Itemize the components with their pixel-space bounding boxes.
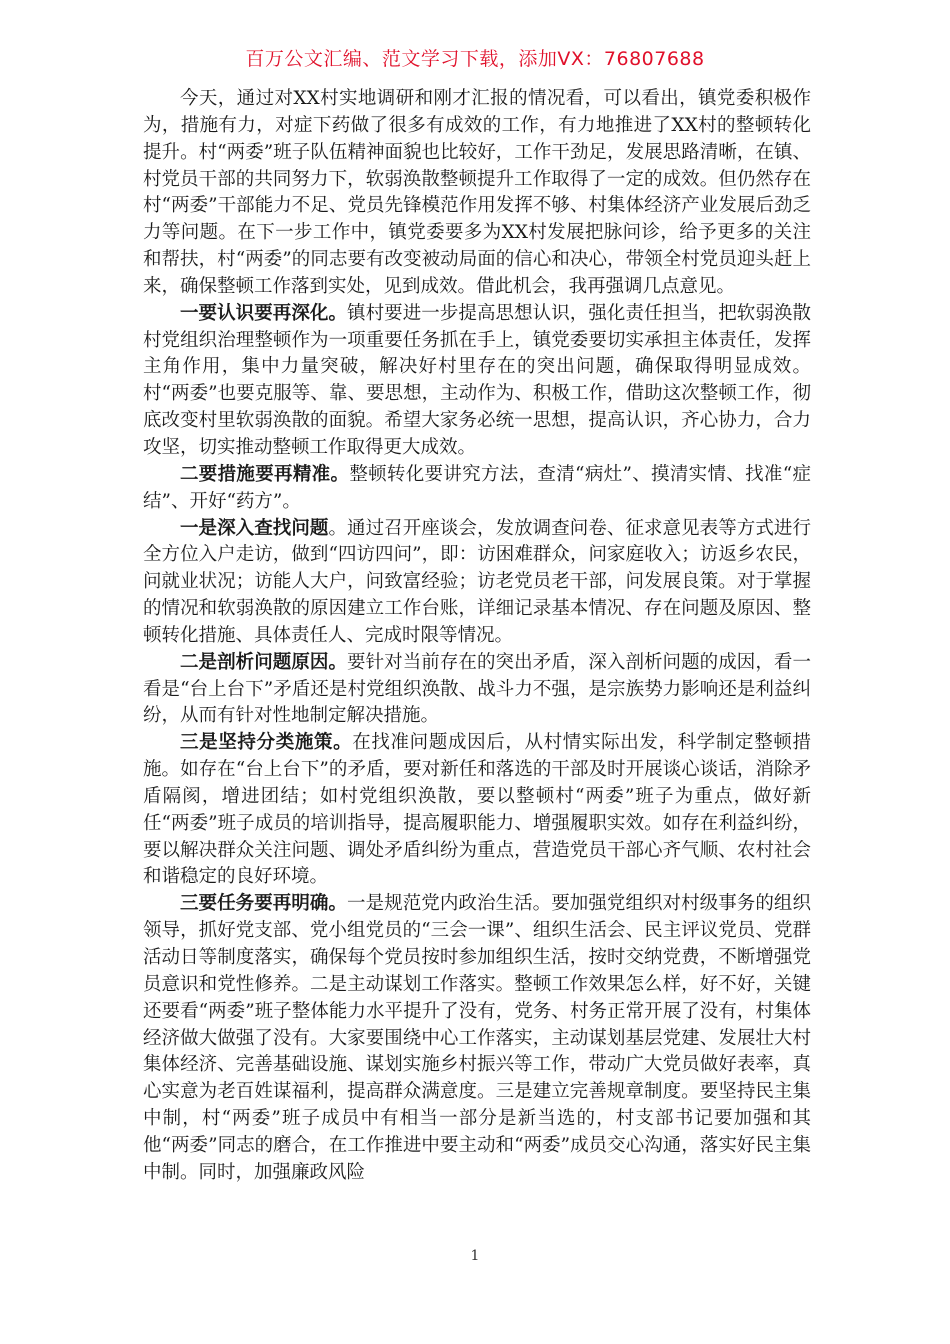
- paragraph-point-3: [143, 891, 811, 1186]
- paragraph-text: 在找准问题成因后，从村情实际出发，科学制定整顿措施。如存在“台上台下”的矛盾，要对新任和落选的干部及时开展谈心谈话，消除矛盾隔阂，增进团结；如村党组织涣散，要以整顿村“两委”班子为重点，做好新任“两委”班子成员的培训指导，提高履职能力、增强履职实效。如存在利益纠纷，要以解决群众关注问题、调处矛盾纠纷为重点，营造党员干部心齐气顺、农村社会和谐稳定的良好环境。: [143, 732, 811, 888]
- paragraph-heading: 三是坚持分类施策。: [180, 732, 353, 754]
- paragraph-text: 今天，通过对XX村实地调研和刚才汇报的情况看，可以看出，镇党委积极作为，措施有力，对症下药做了很多有成效的工作，有力地推进了XX村的整顿转化提升。村“两委”班子队伍精神面貌也比较好，工作干劲足，发展思路清晰，在镇、村党员干部的共同努力下，软弱涣散整顿提升工作取得了一定的成效。但仍然存在村“两委”干部能力不足、党员先锋模范作用发挥不够、村集体经济产业发展后劲乏力等问题。在下一步工作中，镇党委要多为XX村发展把脉问诊，给予更多的关注和帮扶，村“两委”的同志要有改变被动局面的信心和决心，带领全村党员迎头赶上来，确保整顿工作落到实处，见到成效。借此机会，我再强调几点意见。: [143, 88, 811, 297]
- paragraph-point-1: [143, 301, 811, 462]
- page-number: 1: [470, 1248, 480, 1264]
- page-header-banner: 百万公文汇编、范文学习下载，添加VX：76807688: [245, 48, 705, 70]
- paragraph-text: 要针对当前存在的突出矛盾，深入剖析问题的成因，看一看是“台上台下”矛盾还是村党组织涣散、战斗力不强，是宗族势力影响还是利益纠纷，从而有针对性地制定解决措施。: [143, 651, 811, 727]
- paragraph-text: 。通过召开座谈会，发放调查问卷、征求意见表等方式进行全方位入户走访，做到“四访四问”，即：访困难群众，问家庭收入；访返乡农民，问就业状况；访能人大户，问致富经验；访老党员老干部，问发展良策。对于掌握的情况和软弱涣散的原因建立工作台账，详细记录基本情况、存在问题及原因、整顿转化措施、具体责任人、完成时限等情况。: [143, 517, 811, 646]
- paragraph-text: 镇村要进一步提高思想认识，强化责任担当，把软弱涣散村党组织治理整顿作为一项重要任务抓在手上，镇党委要切实承担主体责任，发挥主角作用，集中力量突破，解决好村里存在的突出问题，确保取得明显成效。村“两委”也要克服等、靠、要思想，主动作为、积极工作，借助这次整顿工作，彻底改变村里软弱涣散的面貌。希望大家务必统一思想，提高认识，齐心协力，合力攻坚，切实推动整顿工作取得更大成效。: [143, 302, 811, 458]
- paragraph-text: 整顿转化要讲究方法，查清“病灶”、摸清实情、找准“症结”、开好“药方”。: [143, 463, 811, 512]
- paragraph-point-2: [143, 462, 811, 516]
- paragraph-heading: 一要认识要再深化。: [180, 302, 348, 324]
- paragraph-subpoint-3: [143, 730, 811, 891]
- paragraph-heading: 三要任务要再明确。: [180, 893, 348, 915]
- paragraph-heading: 二是剖析问题原因。: [180, 651, 348, 673]
- paragraph-subpoint-1: [143, 516, 811, 650]
- paragraph-heading: 二要措施要再精准。: [180, 463, 350, 485]
- paragraph-subpoint-2: [143, 650, 811, 731]
- document-body: [143, 86, 811, 1187]
- paragraph-heading: 一是深入查找问题: [180, 517, 329, 539]
- paragraph-text: 一是规范党内政治生活。要加强党组织对村级事务的组织领导，抓好党支部、党小组党员的“三会一课”、组织生活会、民主评议党员、党群活动日等制度落实，确保每个党员按时参加组织生活，按时交纳党费，不断增强党员意识和党性修养。二是主动谋划工作落实。整顿工作效果怎么样，好不好，关键还要看“两委”班子整体能力水平提升了没有，党务、村务正常开展了没有，村集体经济做大做强了没有。大家要围绕中心工作落实，主动谋划基层党建、发展壮大村集体经济、完善基础设施、谋划实施乡村振兴等工作，带动广大党员做好表率，真心实意为老百姓谋福利，提高群众满意度。三是建立完善规章制度。要坚持民主集中制，村“两委”班子成员中有相当一部分是新当选的，村支部书记要加强和其他“两委”同志的磨合，在工作推进中要主动和“两委”成员交心沟通，落实好民主集中制。同时，加强廉政风险: [143, 893, 811, 1183]
- paragraph-intro: [143, 86, 811, 301]
